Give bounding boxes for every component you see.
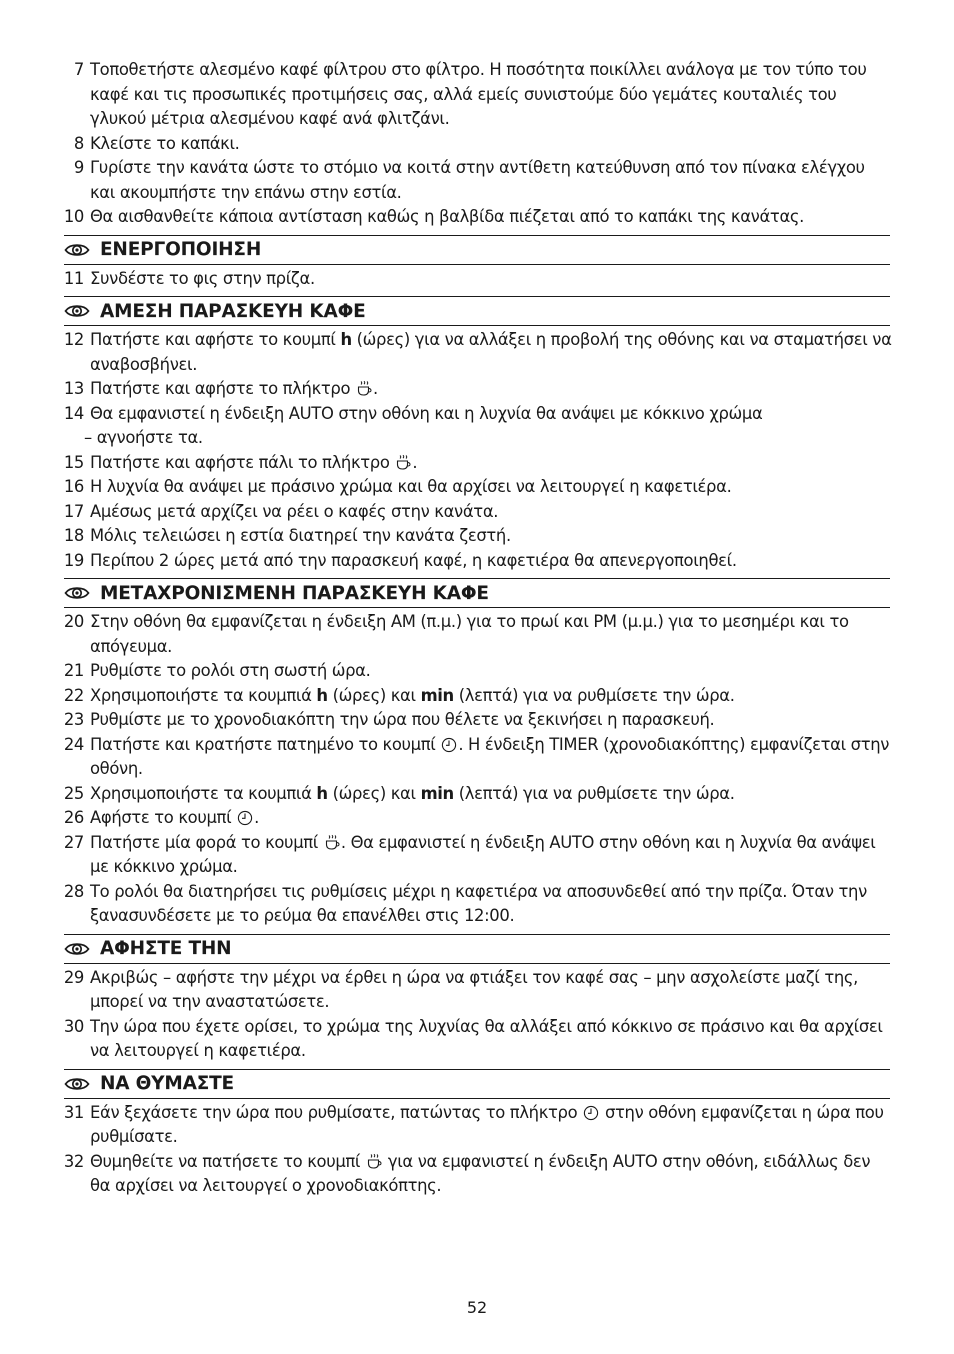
list-item xyxy=(0,402,954,451)
list-item xyxy=(0,328,954,377)
item-text: Πατήστε και αφήστε το πλήκτρο xyxy=(90,379,355,398)
list-item xyxy=(0,684,954,709)
document-page xyxy=(0,58,954,1199)
list-item xyxy=(0,451,954,476)
list-item xyxy=(0,156,954,205)
section-title: ΕΝΕΡΓΟΠΟΙΗΣΗ xyxy=(100,239,262,260)
item-text: Εάν ξεχάσετε την ώρα που ρυθμίσατε, πατώντας το πλήκτρο xyxy=(90,1102,583,1122)
item-number: 13 xyxy=(63,379,84,398)
list-item xyxy=(0,1015,954,1064)
list-item xyxy=(0,831,954,880)
coffee-cup-icon xyxy=(324,834,340,851)
item-text: (ώρες) και xyxy=(327,783,421,803)
list-item xyxy=(0,377,954,402)
item-text: Συνδέστε το φις στην πρίζα. xyxy=(90,268,315,288)
section-heading-metachronismeni xyxy=(64,578,890,608)
item-number: 31 xyxy=(63,1102,84,1122)
list-item xyxy=(0,659,954,684)
clock-icon xyxy=(441,736,457,753)
item-text: Την ώρα που έχετε ορίσει, το χρώμα της λυχνίας θα αλλάξει από κόκκινο σε πράσινο και θα αρχίσει να λειτουργεί η καφετιέρα. xyxy=(90,1016,883,1060)
eye-icon xyxy=(64,585,90,601)
eye-icon xyxy=(64,1076,90,1092)
item-text: . xyxy=(412,452,418,472)
item-number: 23 xyxy=(63,710,84,729)
section-title: ΑΦΗΣΤΕ ΤΗΝ xyxy=(100,938,232,959)
item-number: 20 xyxy=(63,612,84,631)
eye-icon xyxy=(64,941,90,957)
hour-key-label: h xyxy=(316,685,328,705)
item-number: 26 xyxy=(63,808,84,827)
list-item xyxy=(0,806,954,831)
item-text: Γυρίστε την κανάτα ώστε το στόμιο να κοιτά στην αντίθετη κατεύθυνση από τον πίνακα ελέγχου και ακουμπήστε την επάνω στην εστία. xyxy=(90,158,865,202)
item-text: Αφήστε το κουμπί xyxy=(90,808,237,827)
item-number: 10 xyxy=(63,207,84,226)
item-number: 29 xyxy=(63,967,84,987)
list-item xyxy=(0,267,954,292)
item-number: 9 xyxy=(73,158,84,177)
item-text: (ώρες) και xyxy=(327,685,421,705)
item-number: 30 xyxy=(63,1016,84,1036)
item-text-continued: – αγνοήστε τα. xyxy=(84,428,203,447)
item-number: 12 xyxy=(63,330,84,349)
item-text: Αμέσως μετά αρχίζει να ρέει ο καφές στην κανάτα. xyxy=(90,501,499,521)
item-text: Πατήστε μία φορά το κουμπί xyxy=(90,832,323,852)
item-text: . Η ένδειξη TIMER (χρονοδιακόπτης) εμφανίζεται στην οθόνη. xyxy=(90,734,890,778)
item-number: 32 xyxy=(63,1151,84,1171)
item-text: για να εμφανιστεί η ένδειξη AUTO στην οθόνη, ειδάλλως δεν θα αρχίσει να λειτουργεί ο χρονοδιακόπτης. xyxy=(90,1151,871,1195)
list-item xyxy=(0,782,954,807)
item-text: (λεπτά) για να ρυθμίσετε την ώρα. xyxy=(453,685,735,705)
eye-icon xyxy=(64,242,90,258)
list-item xyxy=(0,500,954,525)
coffee-cup-icon xyxy=(356,380,372,397)
item-number: 15 xyxy=(63,452,84,472)
item-text: Μόλις τελειώσει η εστία διατηρεί την κανάτα ζεστή. xyxy=(90,526,511,545)
item-text: Πατήστε και αφήστε πάλι το πλήκτρο xyxy=(90,452,395,472)
list-item xyxy=(0,610,954,659)
item-number: 18 xyxy=(63,526,84,545)
item-number: 19 xyxy=(63,550,84,570)
item-text: (λεπτά) για να ρυθμίσετε την ώρα. xyxy=(453,783,735,803)
item-text: . Θα εμφανιστεί η ένδειξη AUTO στην οθόνη και η λυχνία θα ανάψει με κόκκινο χρώμα. xyxy=(90,832,876,876)
item-number: 24 xyxy=(63,734,84,754)
section-heading-afiste-tin xyxy=(64,934,890,964)
coffee-cup-icon xyxy=(395,454,411,471)
list-item xyxy=(0,475,954,500)
minute-key-label: min xyxy=(420,685,454,705)
list-item xyxy=(0,132,954,157)
section-heading-amesi-paraskevi xyxy=(64,296,890,326)
item-number: 11 xyxy=(63,268,84,288)
hour-key-label: h xyxy=(316,783,328,803)
item-text: Ρυθμίστε με το χρονοδιακόπτη την ώρα που θέλετε να ξεκινήσει η παρασκευή. xyxy=(90,710,715,729)
item-text: Θυμηθείτε να πατήσετε το κουμπί xyxy=(90,1151,365,1171)
item-text: Περίπου 2 ώρες μετά από την παρασκευή καφέ, η καφετιέρα θα απενεργοποιηθεί. xyxy=(90,550,737,570)
item-text: Θα αισθανθείτε κάποια αντίσταση καθώς η βαλβίδα πιέζεται από το καπάκι της κανάτας. xyxy=(90,207,805,226)
item-text: Στην οθόνη θα εμφανίζεται η ένδειξη AM (π.μ.) για το πρωί και PM (μ.μ.) για το μεσημέρι και το απόγευμα. xyxy=(90,612,849,656)
item-text: Κλείστε το καπάκι. xyxy=(90,133,240,153)
item-text: στην οθόνη εμφανίζεται η ώρα που ρυθμίσατε. xyxy=(90,1102,884,1146)
item-text: (ώρες) για να αλλάξει η προβολή της οθόνης και να σταματήσει να αναβοσβήνει. xyxy=(90,330,892,374)
list-item xyxy=(0,1150,954,1199)
page-number: 52 xyxy=(466,1298,488,1317)
hour-key-label: h xyxy=(340,330,352,349)
list-item xyxy=(0,58,954,132)
list-item xyxy=(0,1101,954,1150)
item-number: 14 xyxy=(63,403,84,423)
section-heading-na-thymaste xyxy=(64,1069,890,1099)
item-text: Πατήστε και κρατήστε πατημένο το κουμπί xyxy=(90,734,441,754)
item-number: 21 xyxy=(63,661,84,680)
coffee-cup-icon xyxy=(366,1153,382,1170)
list-item xyxy=(0,205,954,230)
item-text: Ακριβώς – αφήστε την μέχρι να έρθει η ώρα να φτιάξει τον καφέ σας – μην ασχολείστε μαζί της, μπορεί να την αναστατώσετε. xyxy=(90,967,859,1011)
item-text: Θα εμφανιστεί η ένδειξη AUTO στην οθόνη και η λυχνία θα ανάψει με κόκκινο χρώμα xyxy=(90,403,763,423)
item-number: 25 xyxy=(63,783,84,803)
item-text: . xyxy=(254,808,259,827)
list-item xyxy=(0,524,954,549)
item-text: Τοποθετήστε αλεσμένο καφέ φίλτρου στο φίλτρο. Η ποσότητα ποικίλλει ανάλογα με τον τύπο του καφέ και τις προσωπικές προτιμήσεις σας, αλλά εμείς συνιστούμε δύο γεμάτες κουταλιές του γλυκού μέτρια αλεσμένου καφέ ανά φλιτζάνι. xyxy=(90,60,867,128)
item-text: Το ρολόι θα διατηρήσει τις ρυθμίσεις μέχρι η καφετιέρα να αποσυνδεθεί από την πρίζα. Όταν την ξανασυνδέσετε με το ρεύμα θα επανέλθει στις 12:00. xyxy=(90,881,867,925)
item-text: Χρησιμοποιήστε τα κουμπιά xyxy=(90,783,317,803)
list-item xyxy=(0,708,954,733)
item-number: 27 xyxy=(63,832,84,852)
item-text: . xyxy=(373,379,378,398)
item-text: Ρυθμίστε το ρολόι στη σωστή ώρα. xyxy=(90,661,371,680)
item-number: 22 xyxy=(63,685,84,705)
instruction-list-top xyxy=(0,58,954,230)
clock-icon xyxy=(237,809,253,826)
item-text: Χρησιμοποιήστε τα κουμπιά xyxy=(90,685,317,705)
clock-icon xyxy=(583,1104,599,1121)
eye-icon xyxy=(64,303,90,319)
section-title: ΝΑ ΘΥΜΑΣΤΕ xyxy=(100,1073,234,1094)
section-title: ΑΜΕΣΗ ΠΑΡΑΣΚΕΥΗ ΚΑΦΕ xyxy=(100,300,366,322)
item-text: Η λυχνία θα ανάψει με πράσινο χρώμα και θα αρχίσει να λειτουργεί η καφετιέρα. xyxy=(90,477,732,496)
item-number: 7 xyxy=(73,60,84,79)
list-item xyxy=(0,880,954,929)
list-item xyxy=(0,966,954,1015)
item-number: 28 xyxy=(63,881,84,901)
item-number: 17 xyxy=(63,501,84,521)
section-heading-energopoiisi xyxy=(64,235,890,265)
list-item xyxy=(0,549,954,574)
minute-key-label: min xyxy=(420,783,454,803)
item-number: 8 xyxy=(73,133,84,153)
list-item xyxy=(0,733,954,782)
section-title: ΜΕΤΑΧΡΟΝΙΣΜΕΝΗ ΠΑΡΑΣΚΕΥΗ ΚΑΦΕ xyxy=(100,582,489,604)
item-text: Πατήστε και αφήστε το κουμπί xyxy=(90,330,341,349)
item-number: 16 xyxy=(63,477,84,496)
